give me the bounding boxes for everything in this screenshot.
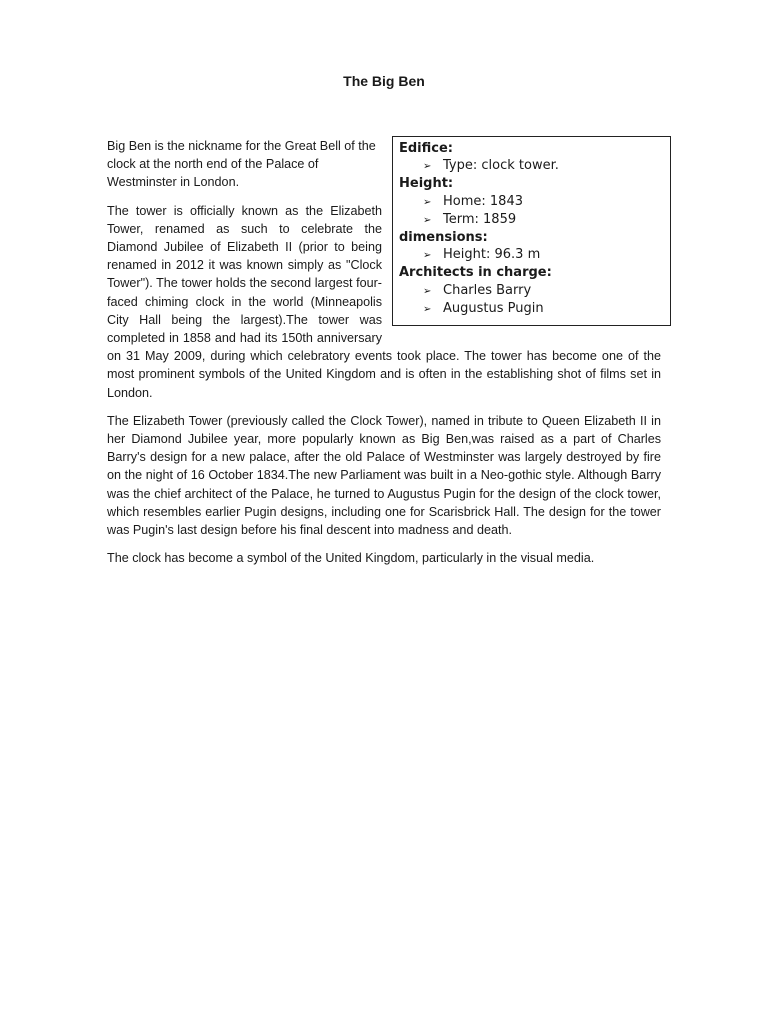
info-item-text: Height: 96.3 m bbox=[443, 247, 541, 263]
page-title: The Big Ben bbox=[343, 73, 425, 89]
paragraph-history: The Elizabeth Tower (previously called the Clock Tower), named in tribute to Queen Elizabeth II in her Diamond Jubilee year, more popularly known as Big Ben,was raised as a part of Charles Barry's design for a new palace, after the old Palace of Westminster was largely destroyed by fire on the night of 16 October 1834.The new Parliament was built in a Neo-gothic style. Although Barry was the chief architect of the Palace, he turned to Augustus Pugin for the design of the clock tower, which resembles earlier Pugin designs, including one for Scarisbrick Hall. The design for the tower was Pugin's last design before his final descent into madness and death. bbox=[107, 413, 661, 538]
info-box bbox=[392, 136, 671, 326]
paragraph-symbol: The clock has become a symbol of the United Kingdom, particularly in the visual media. bbox=[107, 551, 595, 566]
info-item bbox=[399, 157, 664, 175]
info-heading-height: Height: bbox=[399, 176, 454, 192]
arrow-bullet-icon: ➢ bbox=[423, 250, 432, 262]
info-item bbox=[399, 246, 664, 264]
info-item-text: Augustus Pugin bbox=[443, 300, 544, 316]
info-item bbox=[399, 300, 664, 318]
paragraph-intro: Big Ben is the nickname for the Great Bell of the clock at the north end of the Palace of Westminster in London. bbox=[107, 139, 376, 190]
info-item-text: Type: clock tower. bbox=[443, 158, 559, 174]
info-item-text: Term: 1859 bbox=[443, 211, 517, 227]
info-item-text: Home: 1843 bbox=[443, 193, 523, 209]
paragraph-tower: The tower is officially known as the Elizabeth Tower, renamed as such to celebrate the Diamond Jubilee of Elizabeth II (prior to being renamed in 2012 it was known simply as "Clock Tower"). The tower holds the second largest four-faced chiming clock in the world (Minneapolis City Hall being the largest).The tower was completed in 1858 and had its 150th anniversary on 31 May 2009, during which celebratory events took place. The tower has become one of the most prominent symbols of the United Kingdom and is often in the establishing shot of films set in London. bbox=[107, 203, 661, 400]
info-heading-architects: Architects in charge: bbox=[399, 265, 552, 281]
arrow-bullet-icon: ➢ bbox=[423, 161, 432, 173]
document-body bbox=[107, 137, 661, 577]
info-item-text: Charles Barry bbox=[443, 282, 532, 298]
arrow-bullet-icon: ➢ bbox=[423, 285, 432, 297]
info-item bbox=[399, 282, 664, 300]
arrow-bullet-icon: ➢ bbox=[423, 214, 432, 226]
info-item bbox=[399, 193, 664, 211]
arrow-bullet-icon: ➢ bbox=[423, 303, 432, 315]
info-heading-edifice: Edifice: bbox=[399, 141, 453, 156]
arrow-bullet-icon: ➢ bbox=[423, 196, 432, 208]
info-item bbox=[399, 211, 664, 229]
info-heading-dimensions: dimensions: bbox=[399, 230, 488, 246]
